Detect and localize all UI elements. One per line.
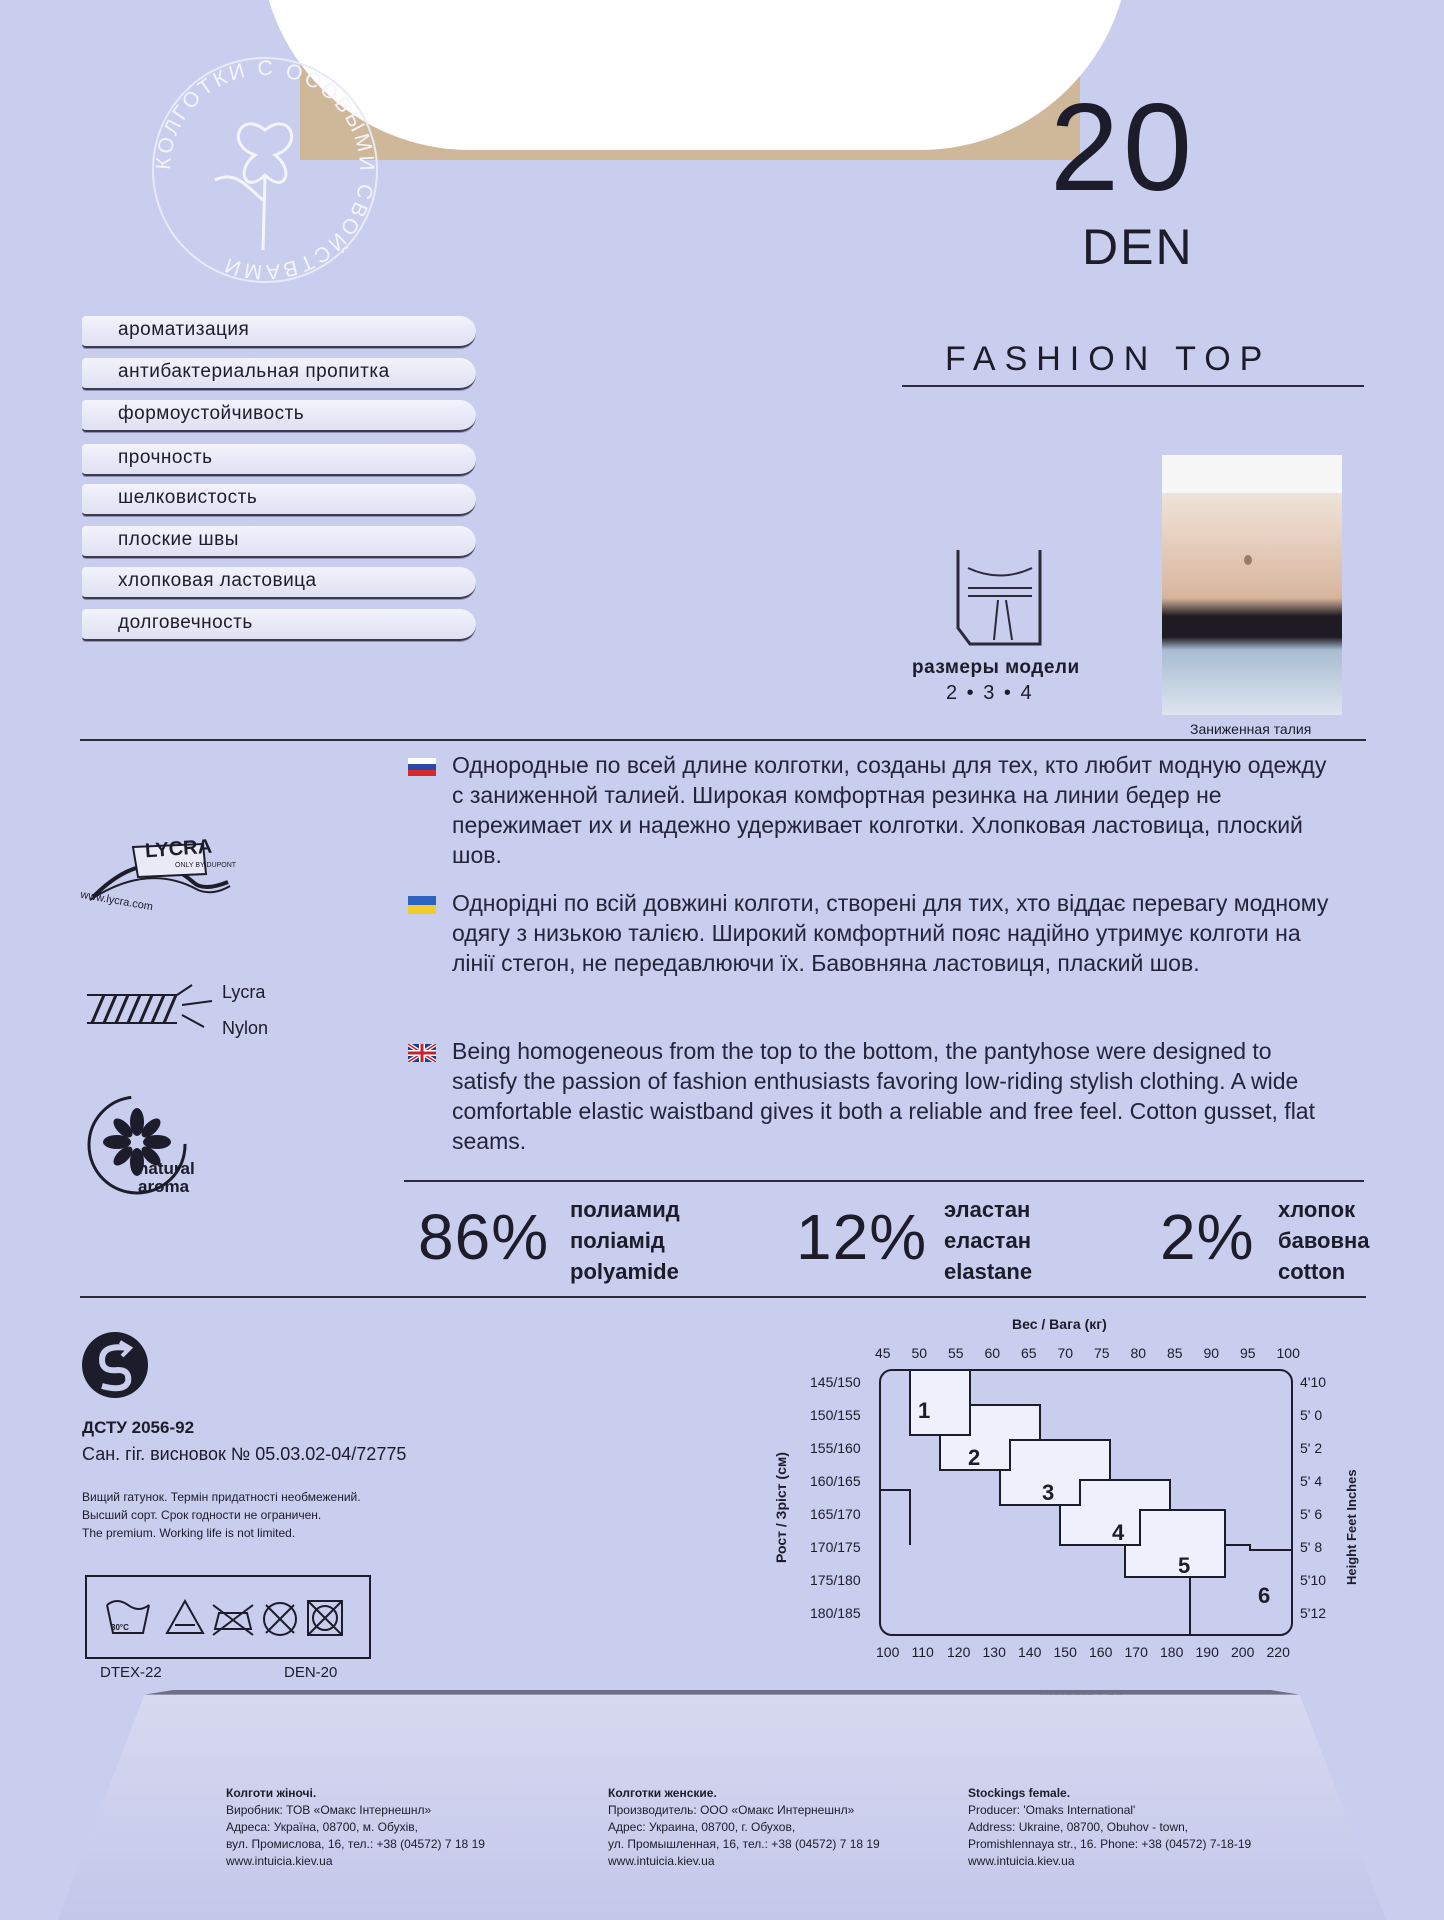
flag-ua-icon	[408, 896, 436, 914]
height-ft-tick: 5' 4	[1300, 1473, 1323, 1489]
footer-ua: Колготи жіночі. Виробник: ТОВ «Омакс Інтернешнл» Адреса: Україна, 08700, м. Обухів, вул. Промислова, 16, тел.: +38 (04572) 7 18 19 www.intuicia.kiev.ua	[226, 1786, 485, 1868]
weight-lbs-tick: 190	[1195, 1644, 1219, 1660]
grade-text: Вищий гатунок. Термін придатності необмежений. Высший сорт. Срок годности не ограничен. The premium. Working life is not limited.	[82, 1490, 361, 1540]
flag-uk-icon	[408, 1044, 436, 1062]
aroma-label-2: aroma	[138, 1177, 190, 1196]
weight-kg-tick: 90	[1203, 1345, 1220, 1361]
feature-item: хлопковая ластовица	[82, 567, 476, 599]
size-label: 5	[1178, 1553, 1191, 1578]
height-ft-tick: 5' 2	[1300, 1440, 1323, 1456]
height-cm-tick: 150/155	[810, 1407, 861, 1423]
weight-lbs-tick: 120	[947, 1644, 971, 1660]
height-cm-tick: 165/170	[810, 1506, 861, 1522]
description-en: Being homogeneous from the top to the bottom, the pantyhose were designed to satisfy the passion of fashion enthusiasts favoring low-riding stylish clothing. A wide comfortable elastic waistband gives it both a reliable and free feel. Cotton gusset, flat seams.	[452, 1038, 1315, 1154]
feature-item: прочность	[82, 444, 476, 476]
height-cm-tick: 170/175	[810, 1539, 861, 1555]
height-cm-tick: 155/160	[810, 1440, 861, 1456]
feature-item: формоустойчивость	[82, 400, 476, 432]
composition-material: эластан еластан elastane	[944, 1197, 1033, 1284]
care-symbols-box	[85, 1575, 371, 1659]
size-label: 4	[1112, 1520, 1125, 1545]
composition-divider-bottom	[80, 1296, 1366, 1298]
size-label: 2	[968, 1445, 981, 1470]
feature-item: плоские швы	[82, 526, 476, 558]
no-dryclean-icon	[264, 1603, 296, 1635]
flag-ru-icon	[408, 758, 436, 776]
weight-lbs-tick: 170	[1124, 1644, 1148, 1660]
title-divider	[902, 385, 1364, 387]
weight-kg-tick: 60	[984, 1345, 1001, 1361]
weight-lbs-tick: 140	[1018, 1644, 1042, 1660]
lycra-logo-sub: ONLY BY DUPONT	[175, 862, 237, 869]
section-divider	[80, 739, 1366, 741]
composition-percent: 86%	[418, 1201, 550, 1273]
logo-ring-text: КОЛГОТКИ С ОСОБЫМИ СВОЙСТВАМИ	[151, 56, 379, 284]
height-ft-tick: 5' 0	[1300, 1407, 1323, 1423]
composition-percent: 12%	[796, 1201, 928, 1273]
height-cm-tick: 175/180	[810, 1572, 861, 1588]
pantyhose-pictogram-icon	[950, 548, 1050, 648]
weight-lbs-tick: 160	[1089, 1644, 1113, 1660]
height-ft-tick: 5'10	[1300, 1572, 1327, 1588]
certification-mark-icon	[80, 1330, 150, 1400]
weight-kg-tick: 65	[1021, 1345, 1037, 1361]
den-value: 20	[1050, 79, 1196, 217]
weight-kg-tick: 55	[948, 1345, 964, 1361]
size-label: 1	[918, 1398, 931, 1423]
feature-item: долговечность	[82, 609, 476, 641]
weight-kg-tick: 75	[1094, 1345, 1110, 1361]
hygiene-cert: Сан. гіг. висновок № 05.03.02-04/72775	[82, 1444, 407, 1464]
model-photo	[1162, 455, 1342, 715]
height-ft-tick: 4'10	[1300, 1374, 1327, 1390]
composition-percent: 2%	[1160, 1201, 1255, 1273]
package-notch	[260, 0, 1130, 150]
composition-material: полиамид поліамід polyamide	[570, 1197, 680, 1284]
product-name: FASHION TOP	[945, 340, 1272, 378]
height-cm-tick: 145/150	[810, 1374, 861, 1390]
feature-item: ароматизация	[82, 316, 476, 348]
weight-lbs-tick: 150	[1053, 1644, 1077, 1660]
composition-material: хлопок бавовна cotton	[1278, 1197, 1370, 1284]
weight-lbs-tick: 130	[982, 1644, 1006, 1660]
size-chart-weight-title: Вес / Вага (кг)	[1012, 1316, 1107, 1332]
yarn-diagram-icon	[82, 975, 222, 1035]
feature-item: антибактериальная пропитка	[82, 358, 476, 390]
height-cm-tick: 160/165	[810, 1473, 861, 1489]
size-chart-feet-title: Height Feet Inches	[1344, 1469, 1359, 1585]
yarn-lycra-label: Lycra	[222, 982, 266, 1002]
bleach-allowed-icon	[167, 1601, 203, 1633]
brand-logo-icon	[145, 50, 385, 290]
lycra-logo-text: LYCRA	[144, 835, 213, 863]
lycra-logo-icon	[78, 822, 238, 922]
size-chart	[770, 1335, 1370, 1685]
weight-lbs-tick: 220	[1266, 1644, 1290, 1660]
weight-lbs-tick: 180	[1160, 1644, 1184, 1660]
standard-code: ДСТУ 2056-92	[82, 1418, 195, 1437]
weight-lbs-tick: 110	[911, 1644, 934, 1660]
size-label: 3	[1042, 1480, 1055, 1505]
model-sizes-label: размеры модели	[912, 657, 1080, 678]
no-tumble-dry-icon	[308, 1601, 342, 1635]
wash-temp: 30°C	[111, 1623, 129, 1632]
description-ru: Однородные по всей длине колготки, созданы для тех, кто любит модную одежду с заниженной талией. Широкая комфортная резинка на линии бедер не пережимает их и надежно удерживает колготки. Хлопковая ластовица, плоский шов.	[452, 752, 1327, 868]
weight-kg-tick: 80	[1130, 1345, 1147, 1361]
composition-divider-top	[404, 1180, 1364, 1182]
height-cm-tick: 180/185	[810, 1605, 861, 1621]
size-label: 6	[1258, 1583, 1271, 1608]
weight-kg-tick: 70	[1057, 1345, 1074, 1361]
no-iron-icon	[213, 1605, 253, 1635]
footer-en: Stockings female. Producer: 'Omaks International' Address: Ukraine, 08700, Obuhov - town, Promishlennaya str., 16. Phone: +38 (04572) 7-18-19 www.intuicia.kiev.ua	[968, 1786, 1252, 1868]
weight-kg-tick: 45	[875, 1345, 891, 1361]
weight-kg-tick: 85	[1167, 1345, 1183, 1361]
lycra-url: www.lycra.com	[79, 888, 154, 914]
photo-caption: Заниженная талия	[1190, 721, 1312, 737]
weight-lbs-tick: 100	[876, 1644, 900, 1660]
model-sizes: 2 • 3 • 4	[946, 682, 1034, 704]
height-ft-tick: 5' 8	[1300, 1539, 1323, 1555]
dtex-label: DTEX-22	[100, 1664, 162, 1681]
description-ua: Однорідні по всій довжині колготи, створені для тих, хто віддає перевагу модному одягу з низькою талією. Широкий комфортний пояс надійно утримує колготи на лінії стегон, не передавлюючи їх. Бавовняна ластовиця, плаский шов.	[452, 890, 1329, 976]
den-unit: DEN	[1082, 219, 1194, 275]
weight-kg-tick: 95	[1240, 1345, 1256, 1361]
feature-item: шелковистость	[82, 484, 476, 516]
weight-kg-tick: 50	[911, 1345, 928, 1361]
aroma-label-1: natural	[138, 1159, 195, 1178]
height-ft-tick: 5' 6	[1300, 1506, 1323, 1522]
yarn-nylon-label: Nylon	[222, 1018, 269, 1038]
den-label: DEN-20	[284, 1664, 338, 1681]
weight-lbs-tick: 200	[1231, 1644, 1255, 1660]
care-icons	[105, 1595, 355, 1641]
size-chart-height-title: Рост / Зріст (см)	[773, 1452, 789, 1563]
footer-ru: Колготки женские. Производитель: ООО «Омакс Интернешнл» Адрес: Украина, 08700, г. Обухов, ул. Промышленная, 16, тел.: +38 (04572) 7 18 19 www.intuicia.kiev.ua	[608, 1786, 880, 1868]
weight-kg-tick: 100	[1276, 1345, 1300, 1361]
height-ft-tick: 5'12	[1300, 1605, 1327, 1621]
